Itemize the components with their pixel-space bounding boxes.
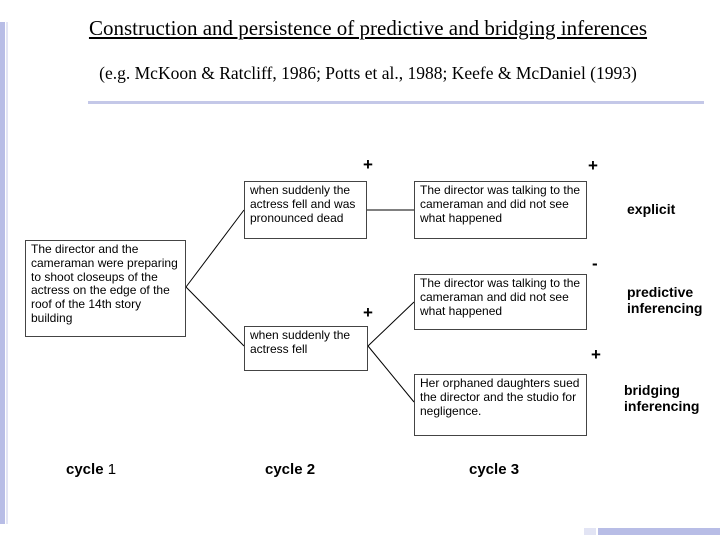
sign-predictive: -: [592, 254, 598, 273]
sign-bridging: +: [591, 345, 601, 364]
cycle-1-word: cycle: [66, 461, 104, 478]
sign-explicit-event: +: [363, 155, 373, 174]
connector-context-to-explicit: [186, 210, 244, 287]
bridging-continuation-box: Her orphaned daughters sued the director and the studio for negligence.: [414, 374, 587, 436]
explicit-continuation-box: The director was talking to the cameraman and did not see what happened: [414, 181, 587, 239]
label-bridging-inferencing: bridging inferencing: [624, 382, 700, 414]
connector-implicit-to-predictive: [368, 302, 414, 346]
cycle-2-label: cycle 2: [265, 461, 316, 478]
sign-implicit-event: +: [363, 303, 373, 322]
label-predictive-inferencing: predictive inferencing: [627, 284, 703, 316]
connector-context-to-implicit: [186, 287, 244, 346]
bottom-accent-bar: [598, 528, 720, 535]
slide-title: Construction and persistence of predictive and bridging inferences: [88, 16, 648, 40]
predictive-continuation-box: The director was talking to the cameraman and did not see what happened: [414, 274, 587, 330]
connector-implicit-to-bridging: [368, 346, 414, 402]
cycle-1-label: [66, 461, 116, 478]
bottom-accent-bar-light: [584, 528, 596, 535]
sign-explicit-continuation: +: [588, 156, 598, 175]
slide-subtitle: (e.g. McKoon & Ratcliff, 1986; Potts et al., 1988; Keefe & McDaniel (1993): [99, 63, 637, 83]
label-explicit: explicit: [627, 201, 676, 217]
cycle-3-label: cycle 3: [469, 461, 520, 478]
cycle-1-number: 1: [107, 461, 117, 478]
context-box: The director and the cameraman were preparing to shoot closeups of the actress on the edge of the roof of the 14th story building: [25, 240, 186, 337]
implicit-event-box: when suddenly the actress fell: [244, 326, 368, 371]
explicit-event-box: when suddenly the actress fell and was pronounced dead: [244, 181, 367, 239]
